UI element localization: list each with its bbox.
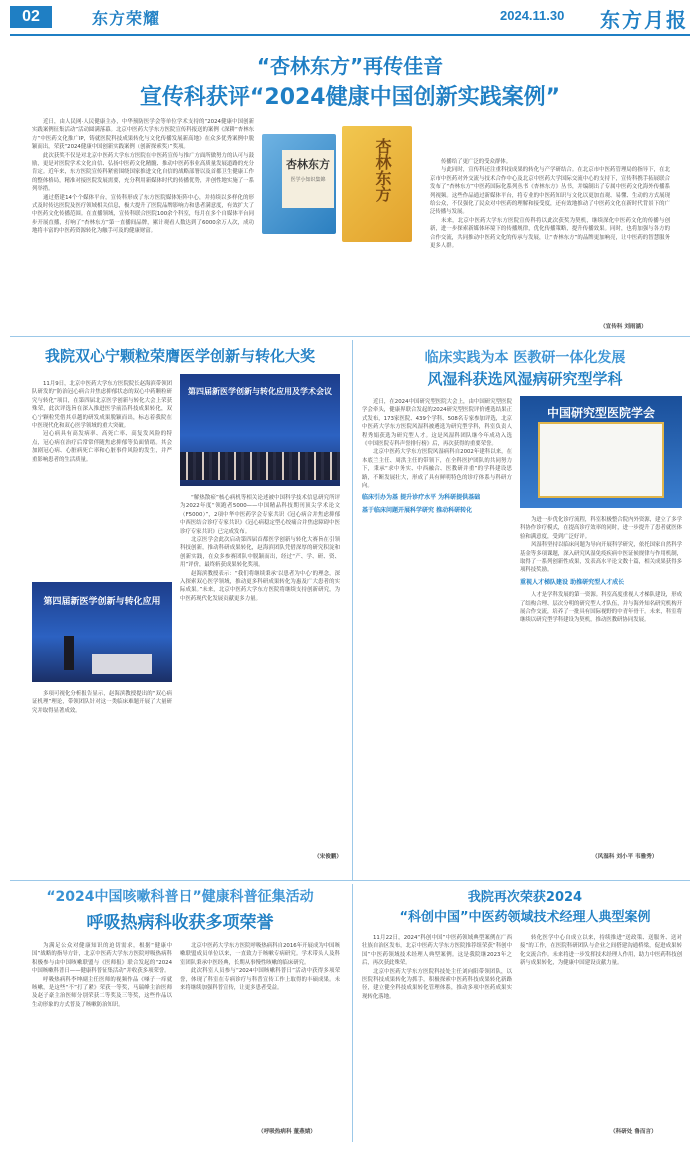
story4-headline: 呼吸热病科收获多项荣誉 xyxy=(86,913,274,933)
story4-byline: （呼吸热病科 董燕婧） xyxy=(258,1129,316,1135)
certificate-banner: 中国研究型医院学会 xyxy=(546,406,655,420)
book-subtitle: 医学小知识集锦 xyxy=(290,177,326,183)
story3-paragraph: 为进一步优化诊疗流程，科室积极整合院内外资源，建立了多学科协作诊疗模式，在提高诊疗效率的同时，进一步提升了患者就医体验和满意度，受到广泛好评。 xyxy=(520,517,682,540)
story3-byline: （风湿科 刘小平 韦雅秀） xyxy=(592,854,658,860)
story2-body-mid xyxy=(180,494,340,874)
story1-paragraph: 未来，北京中医药大学东方医院宣传科将以此次获奖为契机，继续深化中医药文化的传播与创新，进一步探索新媒体环境下的传播规律，优化传播策略，提升传播效果。同时，也将加强与各方的合作交流，共同推动中医药文化的传承与发展，让“杏林东方”的品牌更加响亮，让中医药的智慧服务更多人群。 xyxy=(430,217,670,250)
page-number: 02 xyxy=(10,6,52,28)
certificate-photo xyxy=(520,396,682,508)
story4-paragraph: 为满足公众对健康知识的迫切需求，根据“健康中国”战略的指导方针，北京中医药大学东方医院呼吸热病科积极参与由中国咳嗽联盟与《医师报》联合发起的“2024中国咳嗽科普日——健康科普征集活动”并收获多项荣誉。 xyxy=(32,943,172,975)
book-photo xyxy=(262,122,422,250)
story4-paragraph: 此次科室人员参与“2024中国咳嗽科普日”活动中获得多项荣誉，体现了科室在专病诊疗与科普宣传工作上取得的丰硕成果。未来将继续加强科普宣传，让更多患者受益。 xyxy=(180,968,340,992)
story5-paragraph: 北京中医药大学东方医院科技处主任刘向阳带领团队，以医院科技成果转化为抓手，积极探索中医药科技成果转化新路径，建立健全科技成果转化管理体系，推动多项中医药成果实现转化落地。 xyxy=(362,968,512,1000)
story5-paragraph: 转化医学中心自成立以来，持续推进“送政策、送服务、送对接”的工作，在医院科研团队与企业之间搭建沟通桥梁，促进成果转化交流合作。未来将进一步发挥技术经理人作用，助力中医药科技创新与成果转化，为健康中国建设贡献力量。 xyxy=(520,935,682,967)
story4-body-left xyxy=(32,942,172,1132)
story3-kicker: 临床实践为本 医教研一体化发展 xyxy=(424,350,626,366)
stage-banner: 第四届新医学创新与转化应用 xyxy=(43,597,161,607)
story3-paragraph: 北京中医药大学东方医院风湿病科自2002年建科以来，在本底兰主任、周洪主任的带领下，在全科医护团队的共同努力下，秉承“求中务实、中西融合、医教研并重”的学科建设思路，不断发展壮大，形成了具有鲜明特色的诊疗体系与科研方向。 xyxy=(362,449,512,490)
story4-kicker: “2024中国咳嗽科普日”健康科普征集活动 xyxy=(46,889,314,905)
column-title: 东方荣耀 xyxy=(92,9,161,28)
award-ceremony-photo xyxy=(180,374,340,486)
story2-byline: （宋俊鹏） xyxy=(314,854,342,860)
story2-headline: 我院双心宁颗粒荣膺医学创新与转化大奖 xyxy=(44,347,315,365)
story3-body-left xyxy=(362,398,512,858)
story1-paragraph: 传播给了更广泛的受众群体。 xyxy=(441,159,512,165)
story3-subheading: 基于临床问题开展科学研究 推动科研转化 xyxy=(362,506,473,514)
story3-subheading: 重视人才梯队建设 助推研究型人才成长 xyxy=(520,578,625,586)
story5-body-left xyxy=(362,934,512,1130)
speaker-figure xyxy=(64,636,74,670)
book-title: 杏林东方 xyxy=(286,158,330,171)
story1-byline: （宣传科 刘雨涵） xyxy=(600,324,647,330)
column-divider xyxy=(352,884,353,1142)
section-divider xyxy=(10,880,690,881)
masthead-rule xyxy=(10,34,690,36)
story3-body-right xyxy=(520,516,682,816)
story2-paragraph: 冠心病具有高发病率、高死亡率、高复发风险的特点，冠心病在治疗后常常伴随焦虑抑郁等负面情绪。其会加剧冠心病、心脏病死亡率和心脏事件风险的发生，并严重影响患者的生活质量。 xyxy=(32,431,172,463)
story2-body-left-lower xyxy=(32,690,172,876)
story1-body-right xyxy=(430,158,670,308)
masthead xyxy=(0,0,700,34)
certificate-frame xyxy=(538,422,664,498)
section-divider xyxy=(10,336,690,337)
story2-paragraph: 多项可视化分析报告显示，赵海滨教授提出的“双心病证机理”理论，带领团队针对这一类临床难题开展了大量研究并取得显著成效。 xyxy=(32,691,172,714)
speaker-photo xyxy=(32,582,172,682)
story2-paragraph: “解热散瘀”核心病机等相关论述被中国科学技术信息研究所评为2022年度“领跑者5000——中国精品科技期刊顶尖学术论文（F5000）”，2项中华中医药学会专家共识《冠心病合并焦虑抑郁中西医结合诊疗专家共识》《冠心病稳定型心绞痛合并焦虑障碍中医诊疗专家共识》已完成发布。 xyxy=(180,495,340,535)
story3-paragraph: 人才是学科发展的第一资源。科室高度重视人才梯队建设，形成了结构合理、层次分明的研究型人才队伍，并与海外知名研究机构开展合作交流，培养了一批具有国际视野的中青年骨干。未来，科室将继续以研究型学科建设为契机，推动医教研协同发展。 xyxy=(520,592,682,624)
story1-kicker: “杏林东方”再传佳音 xyxy=(256,54,444,78)
newspaper-logo: 东方月报 xyxy=(600,8,688,32)
story3-paragraph: 近日，在2024中国研究型医院大会上，由中国研究型医院学会牵头，健康界联合发起的2024研究型医院评价遴选结果正式发布，173家医院、439个学科、508名专家参加评选，北京中医药大学东方医院风湿科被遴选为研究型学科，科室负责人程秀娟获选为研究型人才。这是风湿科团队继今年成功入选《中国医院专科声誉排行榜》后，再次获得的重要荣誉。 xyxy=(362,399,512,448)
story4-paragraph: 北京中医药大学东方医院呼吸热病科自2016年开展成为中国咳嗽联盟成员单位以来，一直致力于咳嗽专病研究。学术带头人及科室团队秉承中医经典，长期从事慢性咳嗽的临床研究。 xyxy=(180,943,340,966)
story5-headline: “科创中国”中医药领域技术经理人典型案例 xyxy=(399,910,651,925)
story1-paragraph: 与此同时，宣传科还注重科技成果的转化与产学研结合。在北京市中医药管理局的指导下，在北京市中医药对外交流与技术合作中心及北京中医药大学国际交流中心的支持下，宣传科携手拓展联合发布了“杏林东方”中医药国际化系列丛书《杏林东方》丛书，并编制出了专属中医药文化海外传播系列视频。这些作品通过新媒体平台，将专业的中医药知识与文化以更加直观、易懂、生动的方式展现给公众，不仅强化了民众对中医药的理解和接受度，还有效地推动了中医药文化在新时代背景下的广泛传播与发展。 xyxy=(430,167,670,216)
lectern xyxy=(92,654,152,674)
story1-body-left xyxy=(32,118,254,323)
story3-subheading: 临床引办为基 提升诊疗水平 为科研提供基础 xyxy=(362,494,481,502)
story2-paragraph: 北京医学会此次启动第四届首都医学创新与转化大赛旨在引领科技创新，推动科研成果转化，赵海滨团队凭借深厚的研究积淀和创新实践，在众多参赛团队中脱颖而出，经过“产、学、研、资、用”评价，最终斩获成果转化奖项。 xyxy=(180,537,340,569)
story2-paragraph: 赵海滨教授表示：“我们将继续秉承‘以患者为中心’的理念，深入探索双心医学领域，推动更多科研成果转化为惠及广大患者的实际成果。”未来，北京中医药大学东方医院将继续支持创新研究，为中医药现代化发展贡献更多力量。 xyxy=(180,570,340,602)
story5-body-right xyxy=(520,934,682,1120)
story2-body-left xyxy=(32,380,172,580)
book-card xyxy=(282,150,334,208)
issue-date: 2024.11.30 xyxy=(500,8,565,23)
story5-paragraph: 11月22日，2024“科创中国”中医药领域典型案例在广西壮族自治区发布，北京中医药大学东方医院推荐组荣获“科创中国”中医药领域技术经理人典型案例。这是我院继2023年之后，再次获此殊荣。 xyxy=(362,935,512,967)
story5-kicker: 我院再次荣获2024 xyxy=(467,890,583,905)
story5-byline: （科研处 鲁而言） xyxy=(610,1129,657,1135)
story1-headline: 宣传科获评“2024健康中国创新实践案例” xyxy=(139,85,561,110)
story2-paragraph: 11月9日，北京中医药大学东方医院院长赵海滨带领团队研发的“防治冠心病合并焦虑抑郁状态的双心中药颗粒研究与转化”项目，在第四届北京医学创新与转化大会上荣获殊荣，此次评选旨在深入推进医学前沿科技成果转化，双心宁颗粒凭借其卓越的研发成果脱颖而出，标志着我院在中医现代化和双心医学领域的重大突破。 xyxy=(32,381,172,430)
column-divider xyxy=(352,340,353,880)
story1-paragraph: 此次获奖不仅是对北京中医药大学东方医院在中医药宣传与推广方面所做努力的认可与鼓励，更是对医院学术文化自信、弘扬中医药文化精髓、推动中医药事业高质量发展道路的充分肯定。近年来，东方医院宣传科紧密围绕国家推进文化自信的战略部署以及首都卫生健康工作的整体格局，精准对接医院发展需要，充分利用新媒体时代的传播优势，并创性地实施了一系列举措。 xyxy=(32,152,254,193)
story3-paragraph: 风湿科坚持以临床问题为导向开展科学研究，依托国家自然科学基金等多项课题，深入研究风湿免疫疾病中医证候规律与作用机制，取得了一系列创新性成果，发表高水平论文数十篇，相关成果获得多项科技奖励。 xyxy=(520,542,682,574)
story3-headline: 风湿科获选风湿病研究型学科 xyxy=(427,370,623,388)
story1-paragraph: 通过搭建14个个媒体平台，宣传科形成了东方医院媒体矩阵中心，并持续以多样化的形式及时传达医院及医疗领域相关信息，极大提升了医院品牌影响力和患者满意度，有效扩大了中医药文化传播范围。在直播领域，宣传科联合医院100余个科室，每月在多个自媒体平台同步开展直播，打响了“杏林东方”第一直播间品牌，累计观看人数达到了6000余万人次，成功地将丰富的中医药资源转化为触手可及的健康财富。 xyxy=(32,194,254,235)
award-group xyxy=(180,452,340,480)
book-spine-title: 杏林东方 xyxy=(373,138,392,202)
photo-banner: 第四届新医学创新与转化应用及学术会议 xyxy=(188,387,332,396)
book-cover-yellow xyxy=(342,126,412,242)
story1-paragraph: 近日，由人民网·人民健康主办，中华预防医学会等单位学术支持的“2024健康中国创新实践案例征集活动”活动圆满落幕。北京中医药大学东方医院宣传科报送的案例《深耕“杏林东方”中医药文化推广IP，铸就医院科技成果转化与文化传播发展新高地》在众多优秀案例中脱颖而出，荣获“2024健康中国创新实践案例（创新探索奖）”奖项。 xyxy=(32,119,254,151)
story4-paragraph: 呼吸热病科李坤副主任医师的视频作品《嗓子一痒就咳嗽，是这些“不”打了紧》荣获一等奖，马瑞峰主治医师及赵子豪主治医师分别荣获二等奖及三等奖，这些作品以生动形象的方式普及了咳嗽防治知识。 xyxy=(32,976,172,1008)
story4-body-right xyxy=(180,942,340,1122)
